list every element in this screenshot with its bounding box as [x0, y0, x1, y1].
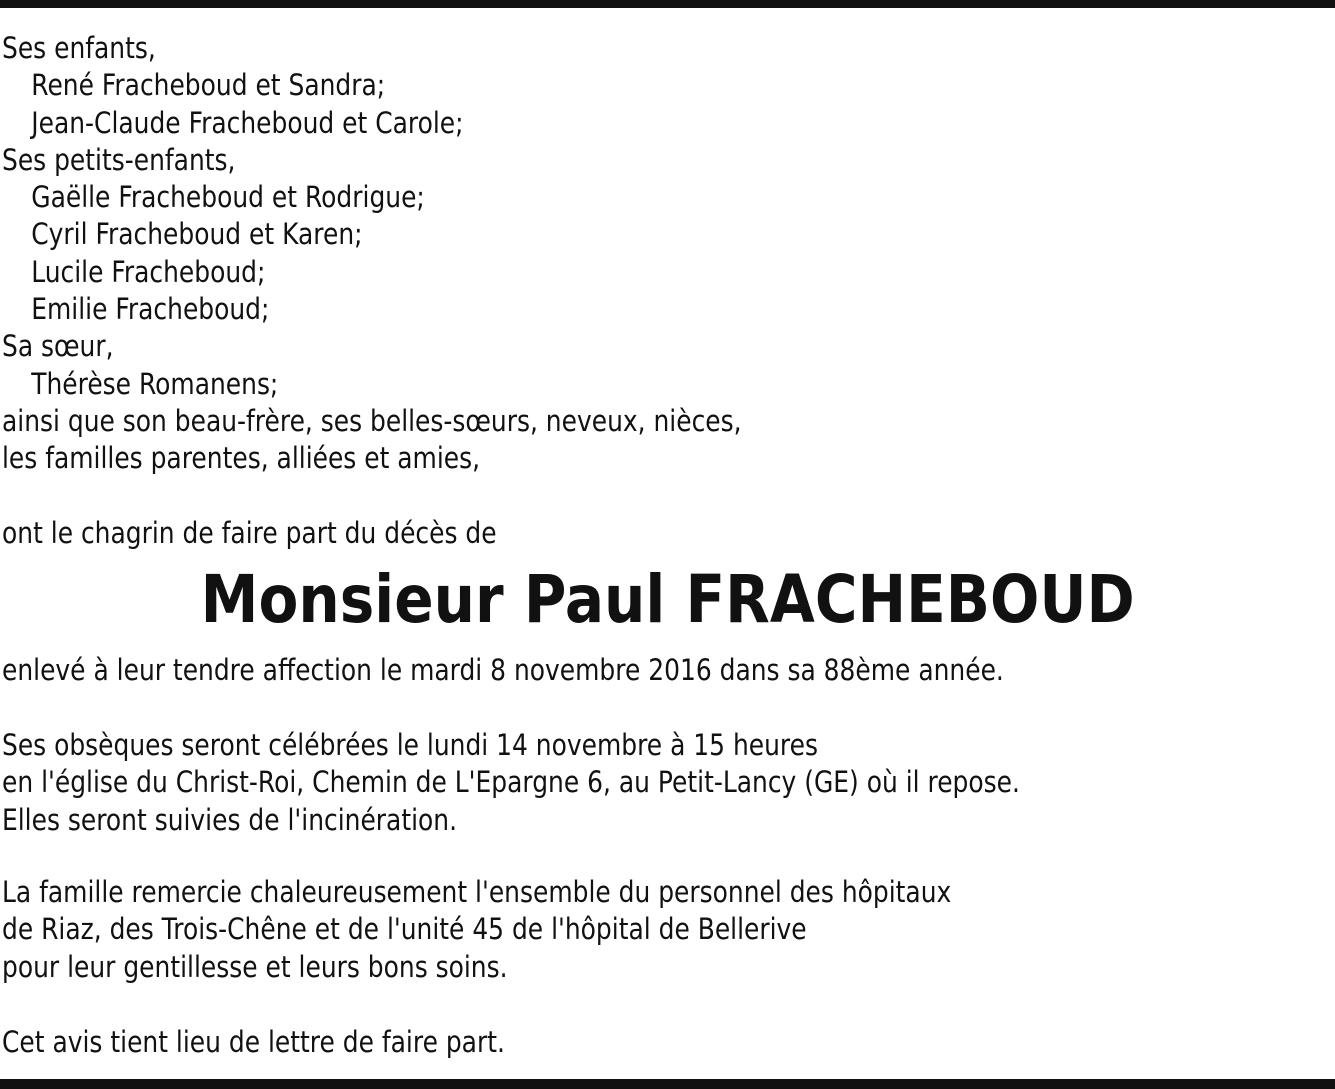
funeral-line: Elles seront suivies de l'incinération.: [2, 802, 458, 837]
death-notice: [2, 652, 1322, 689]
thanks-line: pour leur gentillesse et leurs bons soins.: [2, 949, 508, 984]
thanks-line: La famille remercie chaleureusement l'ensemble du personnel des hôpitaux: [2, 875, 952, 909]
family-list: [2, 30, 1322, 478]
top-rule: [0, 0, 1335, 8]
family-line: Gaëlle Fracheboud et Rodrigue;: [31, 180, 425, 215]
family-line: Ses enfants,: [2, 31, 156, 65]
family-line: Thérèse Romanens;: [31, 366, 279, 401]
closing-notice: [2, 1024, 1322, 1061]
deceased-name: [0, 560, 1335, 640]
family-line: Ses petits-enfants,: [2, 142, 236, 177]
family-line: Emilie Fracheboud;: [31, 292, 270, 327]
death-notice-line: enlevé à leur tendre affection le mardi 8 novembre 2016 dans sa 88ème année.: [2, 653, 1004, 687]
intro-line: ont le chagrin de faire part du décès de: [2, 516, 497, 550]
intro-text: [2, 515, 1322, 552]
family-line: Sa sœur,: [2, 329, 114, 364]
closing-notice-line: Cet avis tient lieu de lettre de faire part.: [2, 1025, 505, 1059]
family-line: René Fracheboud et Sandra;: [31, 68, 386, 103]
funeral-details: [2, 727, 1322, 839]
family-line: les familles parentes, alliées et amies,: [2, 441, 481, 476]
thanks-paragraph: [2, 874, 1322, 986]
deceased-name-text: Monsieur Paul FRACHEBOUD: [200, 561, 1135, 638]
family-line: Lucile Fracheboud;: [31, 254, 266, 289]
family-line: ainsi que son beau-frère, ses belles-sœurs, neveux, nièces,: [2, 403, 742, 438]
funeral-line: Ses obsèques seront célébrées le lundi 14 novembre à 15 heures: [2, 728, 818, 762]
thanks-line: de Riaz, des Trois-Chêne et de l'unité 45 de l'hôpital de Bellerive: [2, 912, 807, 947]
funeral-line: en l'église du Christ-Roi, Chemin de L'Epargne 6, au Petit-Lancy (GE) où il repose.: [2, 765, 1020, 800]
bottom-rule: [0, 1079, 1335, 1089]
family-line: Cyril Fracheboud et Karen;: [31, 217, 363, 252]
family-line: Jean-Claude Fracheboud et Carole;: [31, 105, 464, 140]
